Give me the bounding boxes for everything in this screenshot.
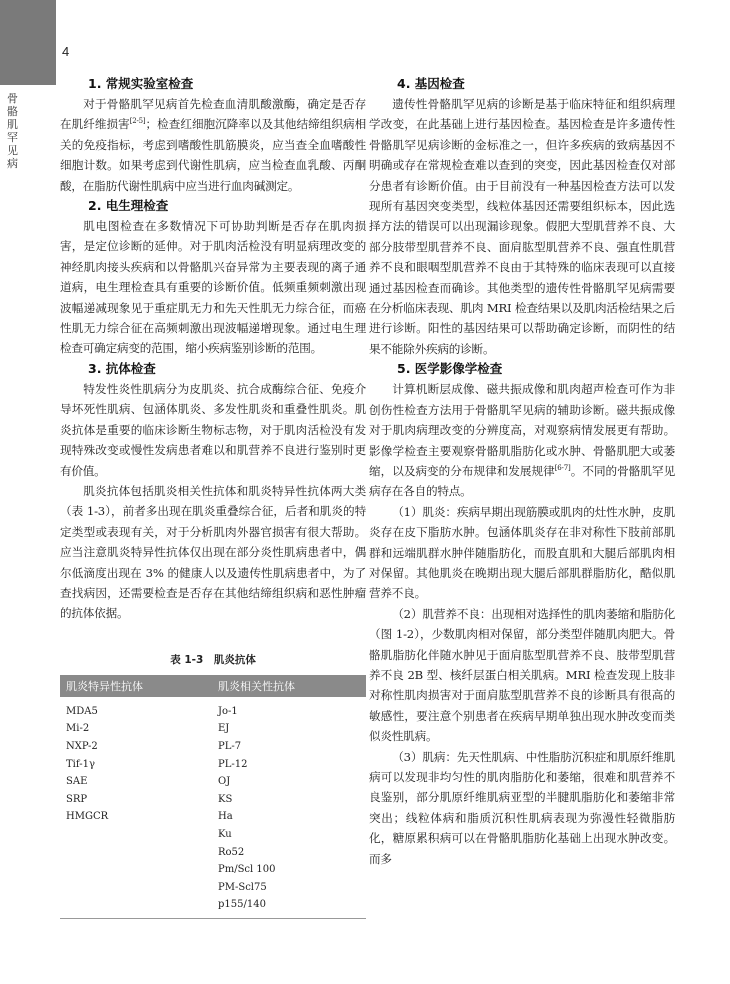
- section-heading-electrophysiology: 2. 电生理检查: [88, 198, 169, 214]
- table-cell: HMGCR: [66, 811, 109, 823]
- section-heading-genetic: 4. 基因检查: [397, 76, 465, 91]
- table-header-associated: 肌炎相关性抗体: [218, 679, 295, 693]
- paragraph: 遗传性骨骼肌罕见病的诊断是基于临床特征和组织病理学改变，在此基础上进行基因检查。基因检查是许多遗传性骨骼肌罕见病诊断的金标准之一，但许多疾病的致病基因不明确或存在常规检查难以查到的突变，因此基因检查仅对部分患者有诊断价值。由于目前没有一种基因检查方法可以发现所有基因突变类型，线粒体基因还需要组织标本，因此选择方法的错误可以出现漏诊现象。假肥大型肌营养不良、大部分肢带型肌营养不良、面肩肱型肌营养不良、强直性肌营养不良和眼咽型肌营养不良由于其特殊的临床表现可以直接通过基因检查而确诊。其他类型的遗传性骨骼肌罕见病需要在分析临床表现、肌肉 MRI 检查结果以及肌肉活检结果之后进行诊断。阳性的基因结果可以帮助确定诊断，而阴性的结果不能除外疾病的诊断。: [369, 97, 675, 356]
- table-caption: 表 1-3 肌炎抗体: [170, 653, 256, 666]
- left-column: [60, 74, 366, 919]
- table-column-associated: [214, 703, 366, 914]
- paragraph: 肌电图检查在多数情况下可协助判断是否存在肌肉损害，是定位诊断的延伸。对于肌肉活检没有明显病理改变的神经肌肉接头疾病和以骨骼肌兴奋异常为主要表现的离子通道病，电生理检查具有重要的诊断价值。低频重频刺激出现波幅递减现象见于重症肌无力和先天性肌无力综合征，而癌性肌无力综合征在高频刺激出现波幅递增现象。通过电生理检查可确定病变的范围，缩小疾病鉴别诊断的范围。: [60, 219, 366, 356]
- table-cell: NXP-2: [66, 740, 98, 752]
- paragraph: （3）肌病：先天性肌病、中性脂肪沉积症和肌原纤维肌病可以发现非均匀性的肌肉脂肪化和萎缩，很难和肌营养不良鉴别，部分肌原纤维肌病亚型的半腱肌脂肪化和萎缩非常突出；线粒体病和脂质沉积性肌病表现为弥漫性轻微脂肪化，糖原累积病可以在骨骼肌脂肪化基础上出现水肿改变。而多: [369, 749, 675, 866]
- table-cell: PM-Scl75: [218, 881, 267, 893]
- page-number: 4: [62, 44, 70, 59]
- citation: [2-5]: [129, 117, 146, 126]
- table-cell: SRP: [66, 793, 88, 805]
- right-column: [369, 74, 675, 869]
- table-cell: MDA5: [66, 705, 98, 717]
- table-cell: p155/140: [218, 899, 266, 911]
- section-heading-lab: 1. 常规实验室检查: [88, 76, 194, 91]
- table-header-specific: 肌炎特异性抗体: [66, 679, 143, 693]
- table-cell: Ku: [218, 828, 232, 840]
- table-cell: Tif-1γ: [66, 758, 95, 770]
- table-cell: SAE: [66, 776, 88, 788]
- side-chapter-label: 骨骼肌罕见病: [7, 92, 18, 170]
- paragraph: （1）肌炎：疾病早期出现筋膜或肌肉的灶性水肿，皮肌炎存在皮下脂肪水肿。包涵体肌炎存在非对称性下肢前部肌群和远端肌群水肿伴随脂肪化，而股直肌和大腿后部肌肉相对保留。其他肌炎在晚期出现大腿后部肌群脂肪化，酷似肌营养不良。: [369, 504, 675, 601]
- paragraph: 对于骨骼肌罕见病首先检查血清肌酸激酶，确定是否存在肌纤维损害[2-5]；检查红细胞沉降率以及其他结缔组织病相关的免疫指标，考虑到嗜酸性肌筋膜炎，应当查全血嗜酸性细胞计数。如果考虑到代谢性肌病，应当检查血乳酸、丙酮酸，在脂肪代谢性肌病中应当进行血肉碱测定。: [60, 97, 366, 193]
- paragraph: 肌炎抗体包括肌炎相关性抗体和肌炎特异性抗体两大类（表 1-3），前者多出现在肌炎重叠综合征，后者和肌炎的特定类型或表现有关，对于分析肌肉外器官损害有很大帮助。应当注意肌炎特异性抗体仅出现在部分炎性肌病患者中，偶尔低滴度出现在 3% 的健康人以及遗传性肌病患者中，为了查找病因，还需要检查是否存在其他结缔组织病和恶性肿瘤的抗体依据。: [60, 483, 366, 621]
- section-heading-imaging: 5. 医学影像学检查: [397, 361, 503, 377]
- paragraph: 计算机断层成像、磁共振成像和肌肉超声检查可作为非创伤性检查方法用于骨骼肌罕见病的辅助诊断。磁共振成像对于肌肉病理改变的分辨度高，对观察病情发展更有帮助。影像学检查主要观察骨骼肌脂肪化或水肿、骨骼肌肥大或萎缩，以及病变的分布规律和发展规律[6-7]。不同的骨骼肌罕见病存在各自的特点。: [369, 382, 676, 499]
- table-column-specific: [60, 703, 214, 914]
- section-heading-antibody: 3. 抗体检查: [88, 360, 156, 376]
- antibody-table: [60, 675, 366, 919]
- table-cell: Mi-2: [66, 723, 90, 735]
- table-body: [60, 697, 366, 918]
- table-cell: Jo-1: [218, 705, 238, 717]
- side-tab: [0, 0, 56, 85]
- table-cell: PL-12: [218, 758, 248, 770]
- paragraph: 特发性炎性肌病分为皮肌炎、抗合成酶综合征、免疫介导坏死性肌病、包涵体肌炎、多发性肌炎和重叠性肌炎。肌炎抗体是重要的临床诊断生物标志物，对于肌肉活检没有发现特殊改变或慢性发病患者难以和肌营养不良进行鉴别时更有价值。: [60, 381, 366, 478]
- table-cell: Pm/Scl 100: [218, 864, 276, 876]
- table-cell: EJ: [218, 723, 230, 735]
- table-cell: Ha: [218, 811, 233, 823]
- table-cell: KS: [218, 793, 233, 805]
- table-cell: Ro52: [218, 846, 245, 858]
- paragraph: （2）肌营养不良：出现相对选择性的肌肉萎缩和脂肪化（图 1-2），少数肌肉相对保留，部分类型伴随肌肉肥大。骨骼肌脂肪化伴随水肿见于面肩肱型肌营养不良、肢带型肌营养不良 2B 型、核纤层蛋白相关肌病。MRI 检查发现上肢非对称性肌肉损害对于面肩肱型肌营养不良的诊断具有很高的敏感性，要注意个别患者在疾病早期单独出现水肿改变而类似炎性肌病。: [369, 606, 675, 744]
- citation: [6-7]: [554, 464, 571, 473]
- table-cell: OJ: [218, 776, 231, 788]
- table-header: [60, 675, 366, 697]
- table-cell: PL-7: [218, 740, 242, 752]
